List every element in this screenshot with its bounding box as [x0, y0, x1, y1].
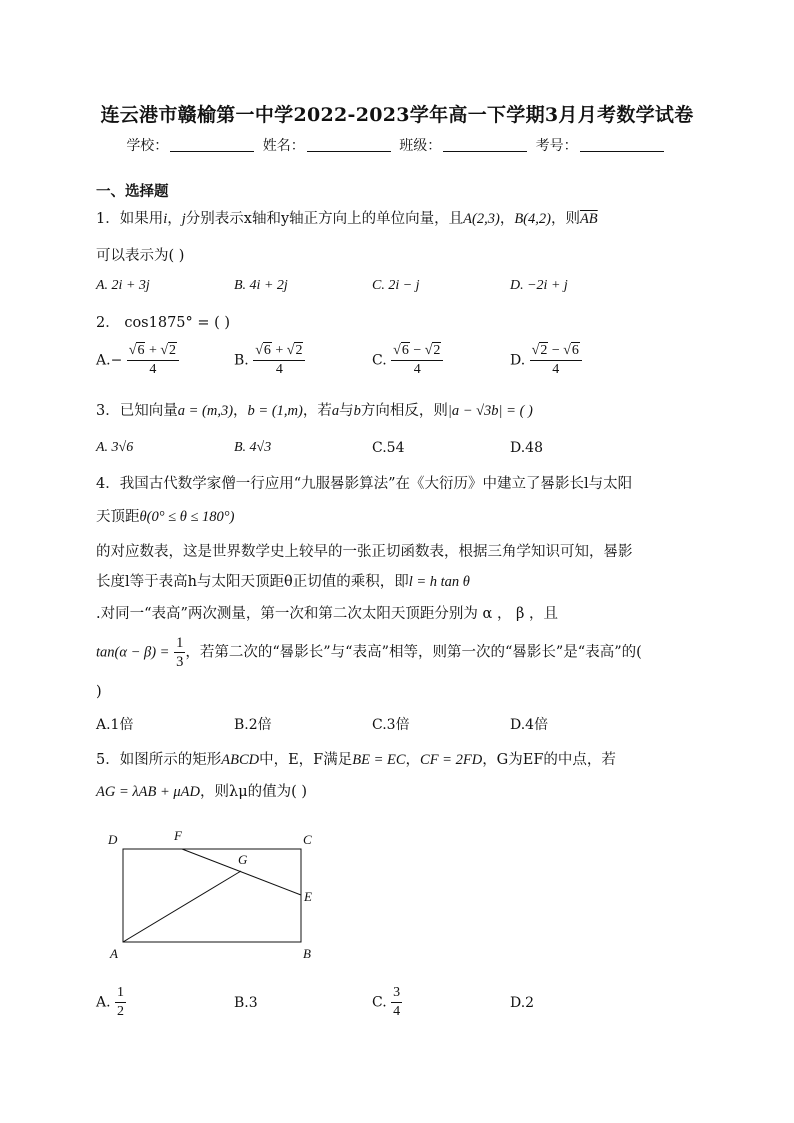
- q4-option-a[interactable]: A.1倍: [96, 717, 134, 733]
- radicand: 6: [401, 343, 409, 358]
- label-d: D: [108, 832, 118, 847]
- radicand: 2: [433, 343, 441, 358]
- numerator: 3: [391, 984, 402, 1003]
- q4-option-b[interactable]: B.2倍: [234, 717, 272, 733]
- question-3: [96, 399, 533, 420]
- fraction: [174, 634, 185, 671]
- denominator: 4: [552, 362, 560, 377]
- school-blank[interactable]: [170, 137, 254, 152]
- q5-condition-2: CF = 2FD: [420, 752, 483, 768]
- q1-text: 分别表示x轴和y轴正方向上的单位向量，且: [185, 211, 464, 227]
- question-4-line-6: [96, 634, 642, 671]
- question-4-line-1: 4．我国古代数学家僧一行应用“九服晷影算法”在《大衍历》中建立了晷影长l与太阳: [96, 476, 633, 492]
- q1-text: 1．如果用: [96, 211, 164, 227]
- fraction: $\frac{√6 - √2}{4}$: [391, 342, 443, 379]
- q5-comma: ，: [405, 752, 421, 768]
- q3-option-d[interactable]: D.48: [510, 440, 543, 456]
- denominator: 4: [149, 362, 157, 377]
- q1-option-a[interactable]: A. 2i + 3j: [96, 278, 150, 293]
- q5-vector-expression: AG = λAB + μAD: [96, 784, 200, 800]
- q3-vector-b: b = (1,m): [247, 403, 303, 419]
- student-info-line: [0, 135, 794, 155]
- exam-number-blank[interactable]: [580, 137, 664, 152]
- q5-rectangle: ABCD: [221, 752, 260, 768]
- q3-text: ，若: [302, 403, 332, 419]
- q1-comma: ，: [499, 211, 515, 227]
- denominator: 4: [413, 362, 421, 377]
- q2-option-d[interactable]: [510, 342, 582, 379]
- option-label: D.: [510, 352, 526, 369]
- radicand: 6: [137, 343, 145, 358]
- q4-formula: l = h tan θ: [408, 574, 470, 590]
- q3-option-b[interactable]: B. 4√3: [234, 440, 272, 455]
- radicand: 2: [295, 343, 303, 358]
- fraction: [391, 984, 402, 1021]
- school-label: 学校：: [126, 138, 169, 154]
- q1-point-b: B(4,2): [514, 211, 551, 227]
- q3-comma: ，: [233, 403, 248, 419]
- denominator: 3: [176, 654, 184, 670]
- question-4-line-4: [96, 570, 470, 591]
- operator: +: [275, 343, 284, 358]
- denominator: 4: [275, 362, 283, 377]
- q3-a: a: [331, 403, 340, 419]
- q1-vector-i: i: [163, 211, 168, 227]
- segment-ag: [123, 871, 241, 942]
- question-4-line-5: .对同一“表高”两次测量，第一次和第二次太阳天顶距分别为 α ， β ，且: [96, 606, 559, 622]
- option-label: A.: [96, 994, 111, 1011]
- fraction: $\frac{√6 + √2}{4}$: [253, 342, 305, 379]
- q1-option-d[interactable]: D. −2i + j: [510, 278, 568, 293]
- q1-text: ，则: [550, 211, 580, 227]
- section-title: 一、选择题: [96, 183, 169, 200]
- q5-text: ，G为EF的中点，若: [482, 752, 616, 768]
- rectangle-abcd-figure: [100, 820, 330, 970]
- fraction: $\frac{√6 + √2}{4}$: [127, 342, 179, 379]
- question-5-line-2: [96, 780, 307, 801]
- operator: −: [413, 343, 422, 358]
- q1-option-c[interactable]: C. 2i − j: [372, 278, 420, 293]
- operator: +: [148, 343, 157, 358]
- rectangle-abcd: [123, 849, 301, 942]
- label-b: B: [303, 946, 311, 961]
- q4-text: ，若第二次的“晷影长”与“表高”相等，则第一次的“晷影长”是“表高”的(: [185, 644, 642, 661]
- q1-vector-ab: $\overline{AB}$: [579, 211, 598, 227]
- denominator: 4: [393, 1004, 401, 1019]
- label-a: A: [110, 946, 118, 961]
- option-label: B.: [234, 352, 249, 369]
- radicand: 2: [540, 343, 548, 358]
- label-e: E: [304, 889, 312, 904]
- q2-option-c[interactable]: [372, 342, 443, 379]
- fraction: [115, 984, 126, 1021]
- question-5-line-1: [96, 748, 616, 769]
- q3-b: b: [353, 403, 361, 419]
- q4-text: 长度l等于表高h与太阳天顶距θ正切值的乘积，即: [96, 574, 409, 590]
- q3-option-c[interactable]: C.54: [372, 440, 405, 456]
- fraction: $\frac{√2 - √6}{4}$: [530, 342, 582, 379]
- q1-point-a: A(2,3): [463, 211, 500, 227]
- q4-tan-expression: tan(α − β) =: [96, 644, 170, 661]
- q4-option-c[interactable]: C.3倍: [372, 717, 410, 733]
- page-title: 连云港市赣榆第一中学2022-2023学年高一下学期3月月考数学试卷: [100, 104, 694, 126]
- question-4-line-3: 的对应数表，这是世界数学史上较早的一张正切函数表，根据三角学知识可知，晷影: [96, 544, 633, 560]
- q3-text: 方向相反，则: [360, 403, 448, 419]
- q5-option-b[interactable]: B.3: [234, 995, 258, 1011]
- q5-text: 5．如图所示的矩形: [96, 752, 222, 768]
- label-f: F: [174, 828, 182, 843]
- name-label: 姓名：: [262, 138, 305, 154]
- q3-vector-a: a = (m,3): [177, 403, 234, 419]
- q2-option-b[interactable]: [234, 342, 305, 379]
- q5-option-c[interactable]: [372, 984, 402, 1021]
- option-label: A.: [96, 352, 111, 369]
- class-label: 班级：: [399, 138, 442, 154]
- question-4-line-7: ): [96, 684, 102, 700]
- operator: −: [551, 343, 560, 358]
- question-4-line-2: [96, 505, 234, 526]
- radicand: 6: [263, 343, 271, 358]
- q2-option-a[interactable]: [96, 342, 179, 379]
- q4-option-d[interactable]: D.4倍: [510, 717, 549, 733]
- q3-text: 3．已知向量: [96, 403, 178, 419]
- denominator: 2: [117, 1004, 125, 1019]
- class-blank[interactable]: [443, 137, 527, 152]
- exam-number-label: 考号：: [535, 138, 578, 154]
- q5-condition-1: BE = EC: [352, 752, 406, 768]
- q4-text: 天顶距: [96, 509, 140, 525]
- q5-text: ，则λμ的值为( ): [200, 784, 308, 800]
- q5-option-a[interactable]: [96, 984, 126, 1021]
- q1-option-b[interactable]: B. 4i + 2j: [234, 278, 288, 293]
- label-c: C: [303, 832, 312, 847]
- q4-theta-range: θ(0° ≤ θ ≤ 180°): [139, 509, 235, 525]
- option-label: C.: [372, 994, 387, 1011]
- q5-text: 中，E，F满足: [259, 752, 353, 768]
- question-2: 2． cos1875° = ( ): [96, 315, 231, 331]
- q3-option-a[interactable]: A. 3√6: [96, 440, 134, 455]
- q3-text: 与: [339, 403, 354, 419]
- option-sign: −: [110, 352, 123, 369]
- option-label: C.: [372, 352, 387, 369]
- question-1-line-2: 可以表示为( ): [96, 248, 185, 264]
- numerator: 1: [176, 635, 184, 651]
- q3-expression: |a − √3b| = ( ): [447, 403, 533, 419]
- name-blank[interactable]: [307, 137, 391, 152]
- label-g: G: [238, 852, 248, 867]
- radicand: 2: [169, 343, 177, 358]
- q1-vector-j: j: [181, 211, 186, 227]
- radicand: 6: [571, 343, 579, 358]
- q5-option-d[interactable]: D.2: [510, 995, 535, 1011]
- numerator: 1: [115, 984, 126, 1003]
- q1-comma: ，: [167, 211, 182, 227]
- question-1-line-1: [96, 207, 598, 228]
